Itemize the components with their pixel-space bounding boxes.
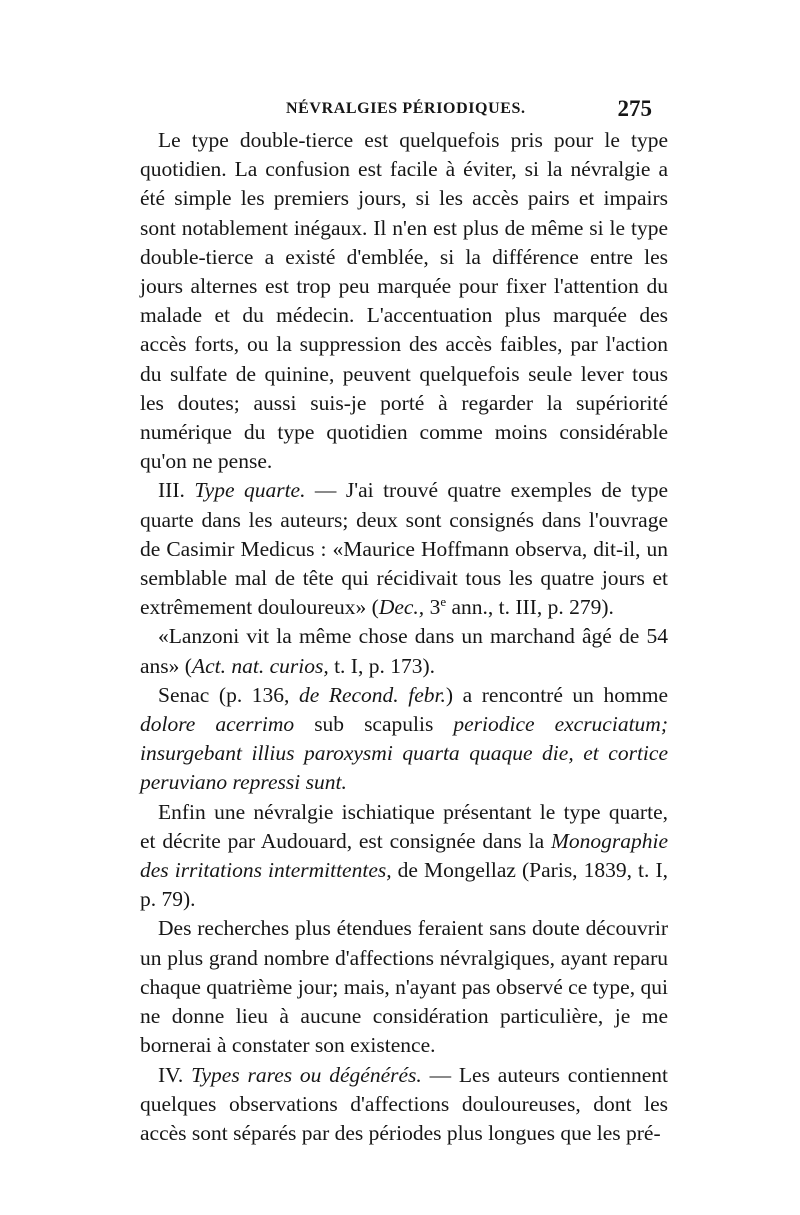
paragraph-text: Des recherches plus étendues feraient sans doute découvrir un plus grand nombre d'affections névralgiques, ayant reparu chaque quatrième jour; mais, n'ayant pas observé ce type, qui ne donne lieu à aucune considération particulière, je me bornerai à constater son existence.	[140, 916, 668, 1058]
citation: Dec.,	[378, 595, 425, 620]
section-heading: Types rares ou dégénérés.	[191, 1062, 422, 1087]
paragraph-text: «Lanzoni vit la même chose dans un marchand âgé de 54 ans» (	[140, 624, 668, 678]
paragraph-text: ) a rencontré un homme	[445, 682, 668, 707]
paragraph-senac	[140, 681, 668, 798]
body-text	[140, 126, 668, 1148]
paragraph-text: de Mongellaz (Paris, 1839, t. I, p. 79).	[140, 858, 668, 912]
paragraph-text: — Les auteurs contiennent quelques observations d'affections douloureuses, dont les accès sont séparés par des périodes plus longues que les pré-	[140, 1062, 668, 1145]
paragraph-text: sub scapulis	[294, 712, 454, 737]
paragraph-text: Senac (p. 136,	[158, 682, 299, 707]
latin-phrase: dolore acerrimo	[140, 712, 295, 737]
citation: Act. nat. curios,	[191, 653, 329, 678]
paragraph-text: 3	[424, 595, 441, 620]
paragraph-text: — J'ai trouvé quatre exemples de type quarte dans les auteurs; deux sont consignés dans l'ouvrage de Casimir Medicus : «Maurice Hoffmann observa, dit-il, un semblable mal de tête qui récidivait tous les quatre jours et extrêmement douloureux» (	[140, 478, 668, 620]
page-header	[140, 96, 652, 130]
section-heading: Type quarte.	[194, 478, 306, 503]
running-head: NÉVRALGIES PÉRIODIQUES.	[286, 100, 526, 117]
page-number: 275	[617, 96, 652, 121]
citation: de Recond. febr.	[298, 682, 446, 707]
paragraph-double-tierce	[140, 126, 668, 476]
paragraph-lanzoni	[140, 622, 668, 680]
section-number: III.	[158, 478, 195, 503]
paragraph-types-rares	[140, 1061, 668, 1149]
paragraph-audouard	[140, 798, 668, 915]
superscript: e	[440, 594, 447, 610]
paragraph-text: t. I, p. 173).	[328, 653, 435, 678]
paragraph-text: Enfin une névralgie ischiatique présentant le type quarte, et décrite par Audouard, est consignée dans la	[140, 799, 668, 853]
citation: Monographie des irritations intermittentes,	[140, 828, 668, 883]
paragraph-recherches	[140, 914, 668, 1060]
paragraph-type-quarte	[140, 476, 668, 622]
latin-phrase: periodice excruciatum; insurgebant illius paroxysmi quarta quaque die, et cortice peruviano repressi sunt.	[140, 712, 668, 795]
paragraph-text: Le type double-tierce est quelquefois pris pour le type quotidien. La confusion est facile à éviter, si la névralgie a été simple les premiers jours, si les accès pairs et impairs sont notablement inégaux. Il n'en est plus de même si le type double-tierce a existé d'emblée, si la différence entre les jours alternes est trop peu marquée pour fixer l'attention du malade et du médecin. L'accentuation plus marquée des accès forts, ou la suppression des accès faibles, par l'action du sulfate de quinine, peuvent quelquefois seule lever tous les doutes; aussi suis-je porté à regarder la supériorité numérique du type quotidien comme moins considérable qu'on ne pense.	[140, 128, 668, 474]
paragraph-text: ann., t. III, p. 279).	[446, 595, 614, 620]
section-number: IV.	[158, 1062, 192, 1087]
